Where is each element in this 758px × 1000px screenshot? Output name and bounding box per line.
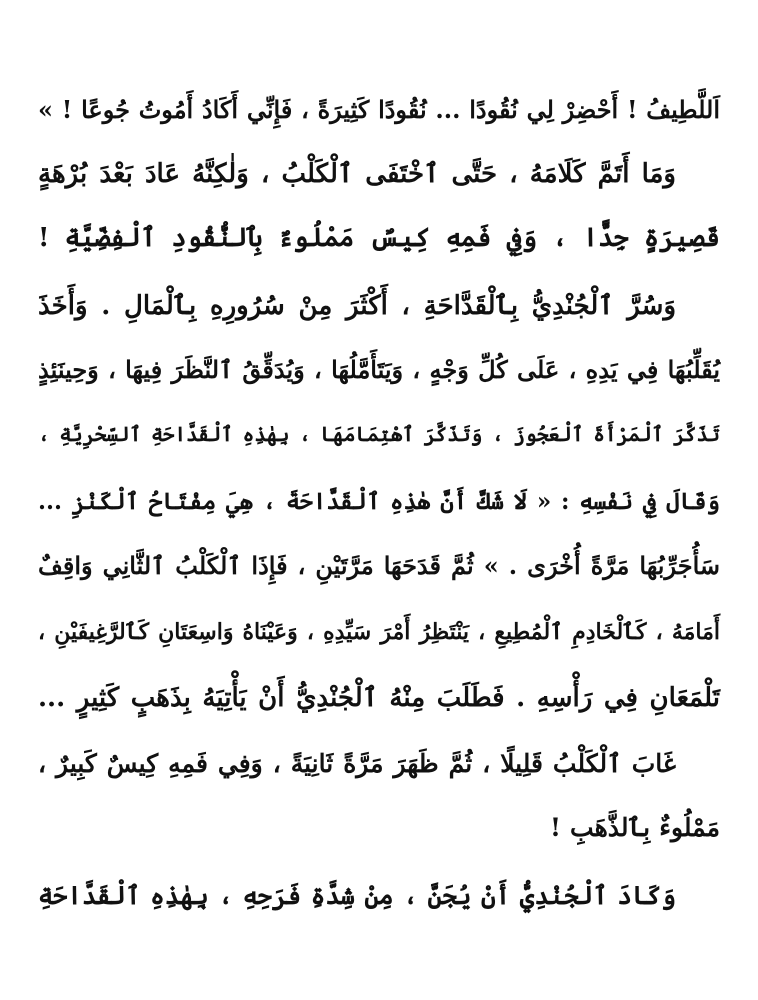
text-line-12: مَمْلُوءٌ بِٱلذَّهَبِ ! bbox=[550, 813, 720, 842]
text-line-4: وَسُرَّ ٱلْجُنْدِيُّ بِٱلْقَدَّاحَةِ ، أَكْثَرَ مِنْ سُرُورِهِ بِٱلْمَالِ . وَأَخَذَ bbox=[38, 291, 676, 321]
text-line-2: وَمَا أَتَمَّ كَلَامَهُ ، حَتَّى ٱخْتَفَى ٱلْكَلْبُ ، وَلٰكِنَّهُ عَادَ بَعْدَ بُرْهَةٍ bbox=[38, 159, 676, 189]
text-line-7: وَقَالَ فِي نَفْسِهِ : « لَا شَكَّ أَنَّ هٰذِهِ ٱلْقَدَّاحَةَ ، هِيَ مِفْتَاحُ ٱلْكَنْزِ ... bbox=[38, 488, 720, 515]
text-line-10: تَلْمَعَانِ فِي رَأْسِهِ . فَطَلَبَ مِنْهُ ٱلْجُنْدِيُّ أَنْ يَأْتِيَهُ بِذَهَبٍ كَثِيرٍ ... bbox=[38, 683, 720, 713]
text-line-5: يُقَلِّبُهَا فِي يَدِهِ ، عَلَى كُلِّ وَجْهٍ ، وَيَتَأَمَّلُهَا ، وَيُدَقِّقُ ٱلنَّظَرَ فِيهَا ، وَحِينَئِذٍ bbox=[38, 355, 720, 384]
text-line-3: قَصِيرَةٍ جِدًّا ، وَفِي فَمِهِ كِيسٌ مَمْلُوءٌ بِٱلنُّقُودِ ٱلْفِضِّيَّةِ ! bbox=[38, 223, 720, 253]
text-line-8: سَأُجَرِّبُهَا مَرَّةً أُخْرَى . » ثُمَّ قَدَحَهَا مَرَّتَيْنِ ، فَإِذَا ٱلْكَلْبُ ٱلثَّانِي وَاقِفٌ bbox=[38, 551, 720, 580]
text-line-13: وَكَادَ ٱلْجُنْدِيُّ أَنْ يُجَنَّ ، مِنْ شِدَّةِ فَرَحِهِ ، بِهٰذِهِ ٱلْقَدَّاحَةِ bbox=[38, 881, 676, 910]
text-line-1: اَللَّطِيفُ ! أَحْضِرْ لِي نُقُودًا ... نُقُودًا كَثِيرَةً ، فَإِنِّي أَكَادُ أَمُوتُ جُوعًا ! » bbox=[38, 95, 720, 124]
text-line-9: أَمَامَهُ ، كَٱلْخَادِمِ ٱلْمُطِيعِ ، يَنْتَظِرُ أَمْرَ سَيِّدِهِ ، وَعَيْنَاهُ وَاسِعَتَانِ كَٱلرَّغِيفَيْنِ ، bbox=[38, 619, 720, 645]
text-line-11: غَابَ ٱلْكَلْبُ قَلِيلًا ، ثُمَّ ظَهَرَ مَرَّةً ثَانِيَةً ، وَفِي فَمِهِ كِيسٌ كَبِيرٌ ، bbox=[38, 749, 676, 778]
text-line-6: تَذَكَّرَ ٱلْمَرْأَةَ ٱلْعَجُوزَ ، وَتَذَكَّرَ ٱهْتِمَامَهَا ، بِهٰذِهِ ٱلْقَدَّاحَةِ ٱلسِّحْرِيَّةِ ، bbox=[38, 422, 720, 446]
